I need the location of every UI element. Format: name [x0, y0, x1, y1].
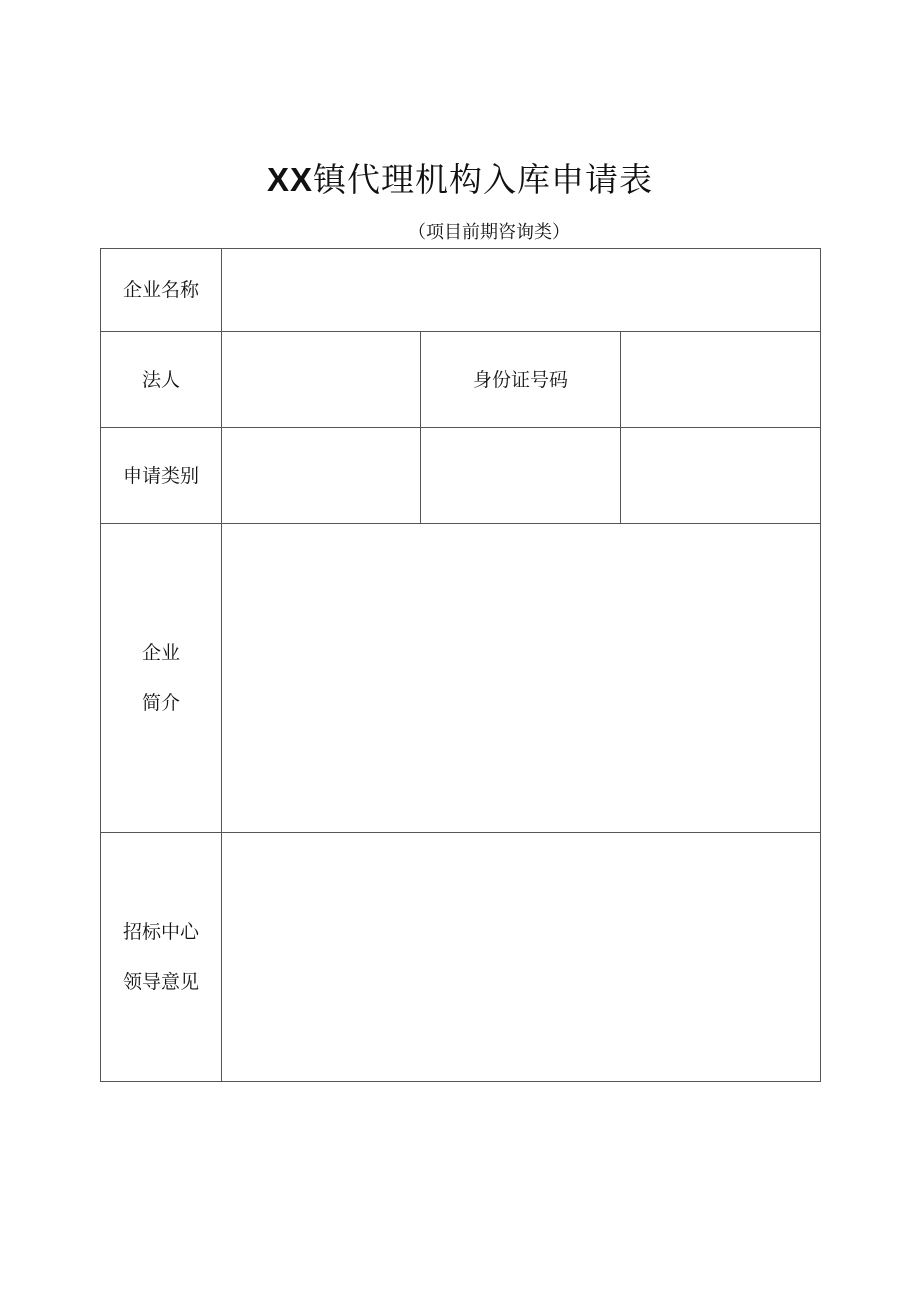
document-title — [0, 156, 920, 204]
company-intro-field[interactable] — [222, 524, 821, 833]
category-field-2[interactable] — [421, 428, 621, 524]
id-number-field[interactable] — [621, 332, 821, 428]
id-number-label: 身份证号码 — [421, 332, 621, 428]
category-field-3[interactable] — [621, 428, 821, 524]
category-field-1[interactable] — [222, 428, 421, 524]
company-intro-label-line1: 企业 — [141, 642, 180, 664]
row-legal-person — [101, 332, 821, 428]
row-company-name — [101, 249, 821, 332]
company-name-field[interactable] — [222, 249, 821, 332]
legal-person-field[interactable] — [222, 332, 421, 428]
company-intro-label-line2: 简介 — [141, 692, 180, 714]
row-company-intro — [101, 524, 821, 833]
category-label: 申请类别 — [101, 428, 222, 524]
row-application-category — [101, 428, 821, 524]
title-text: 镇代理机构入库申请表 — [313, 160, 654, 199]
legal-person-label: 法人 — [101, 332, 222, 428]
application-form-table — [100, 248, 821, 1082]
leader-opinion-label — [101, 833, 222, 1082]
company-name-label: 企业名称 — [101, 249, 222, 332]
company-intro-label — [101, 524, 222, 833]
leader-opinion-field[interactable] — [222, 833, 821, 1082]
row-leader-opinion — [101, 833, 821, 1082]
document-subtitle: （项目前期咨询类） — [408, 222, 570, 243]
title-prefix: XX — [266, 161, 314, 198]
leader-opinion-label-line2: 领导意见 — [122, 971, 199, 993]
leader-opinion-label-line1: 招标中心 — [122, 921, 199, 943]
